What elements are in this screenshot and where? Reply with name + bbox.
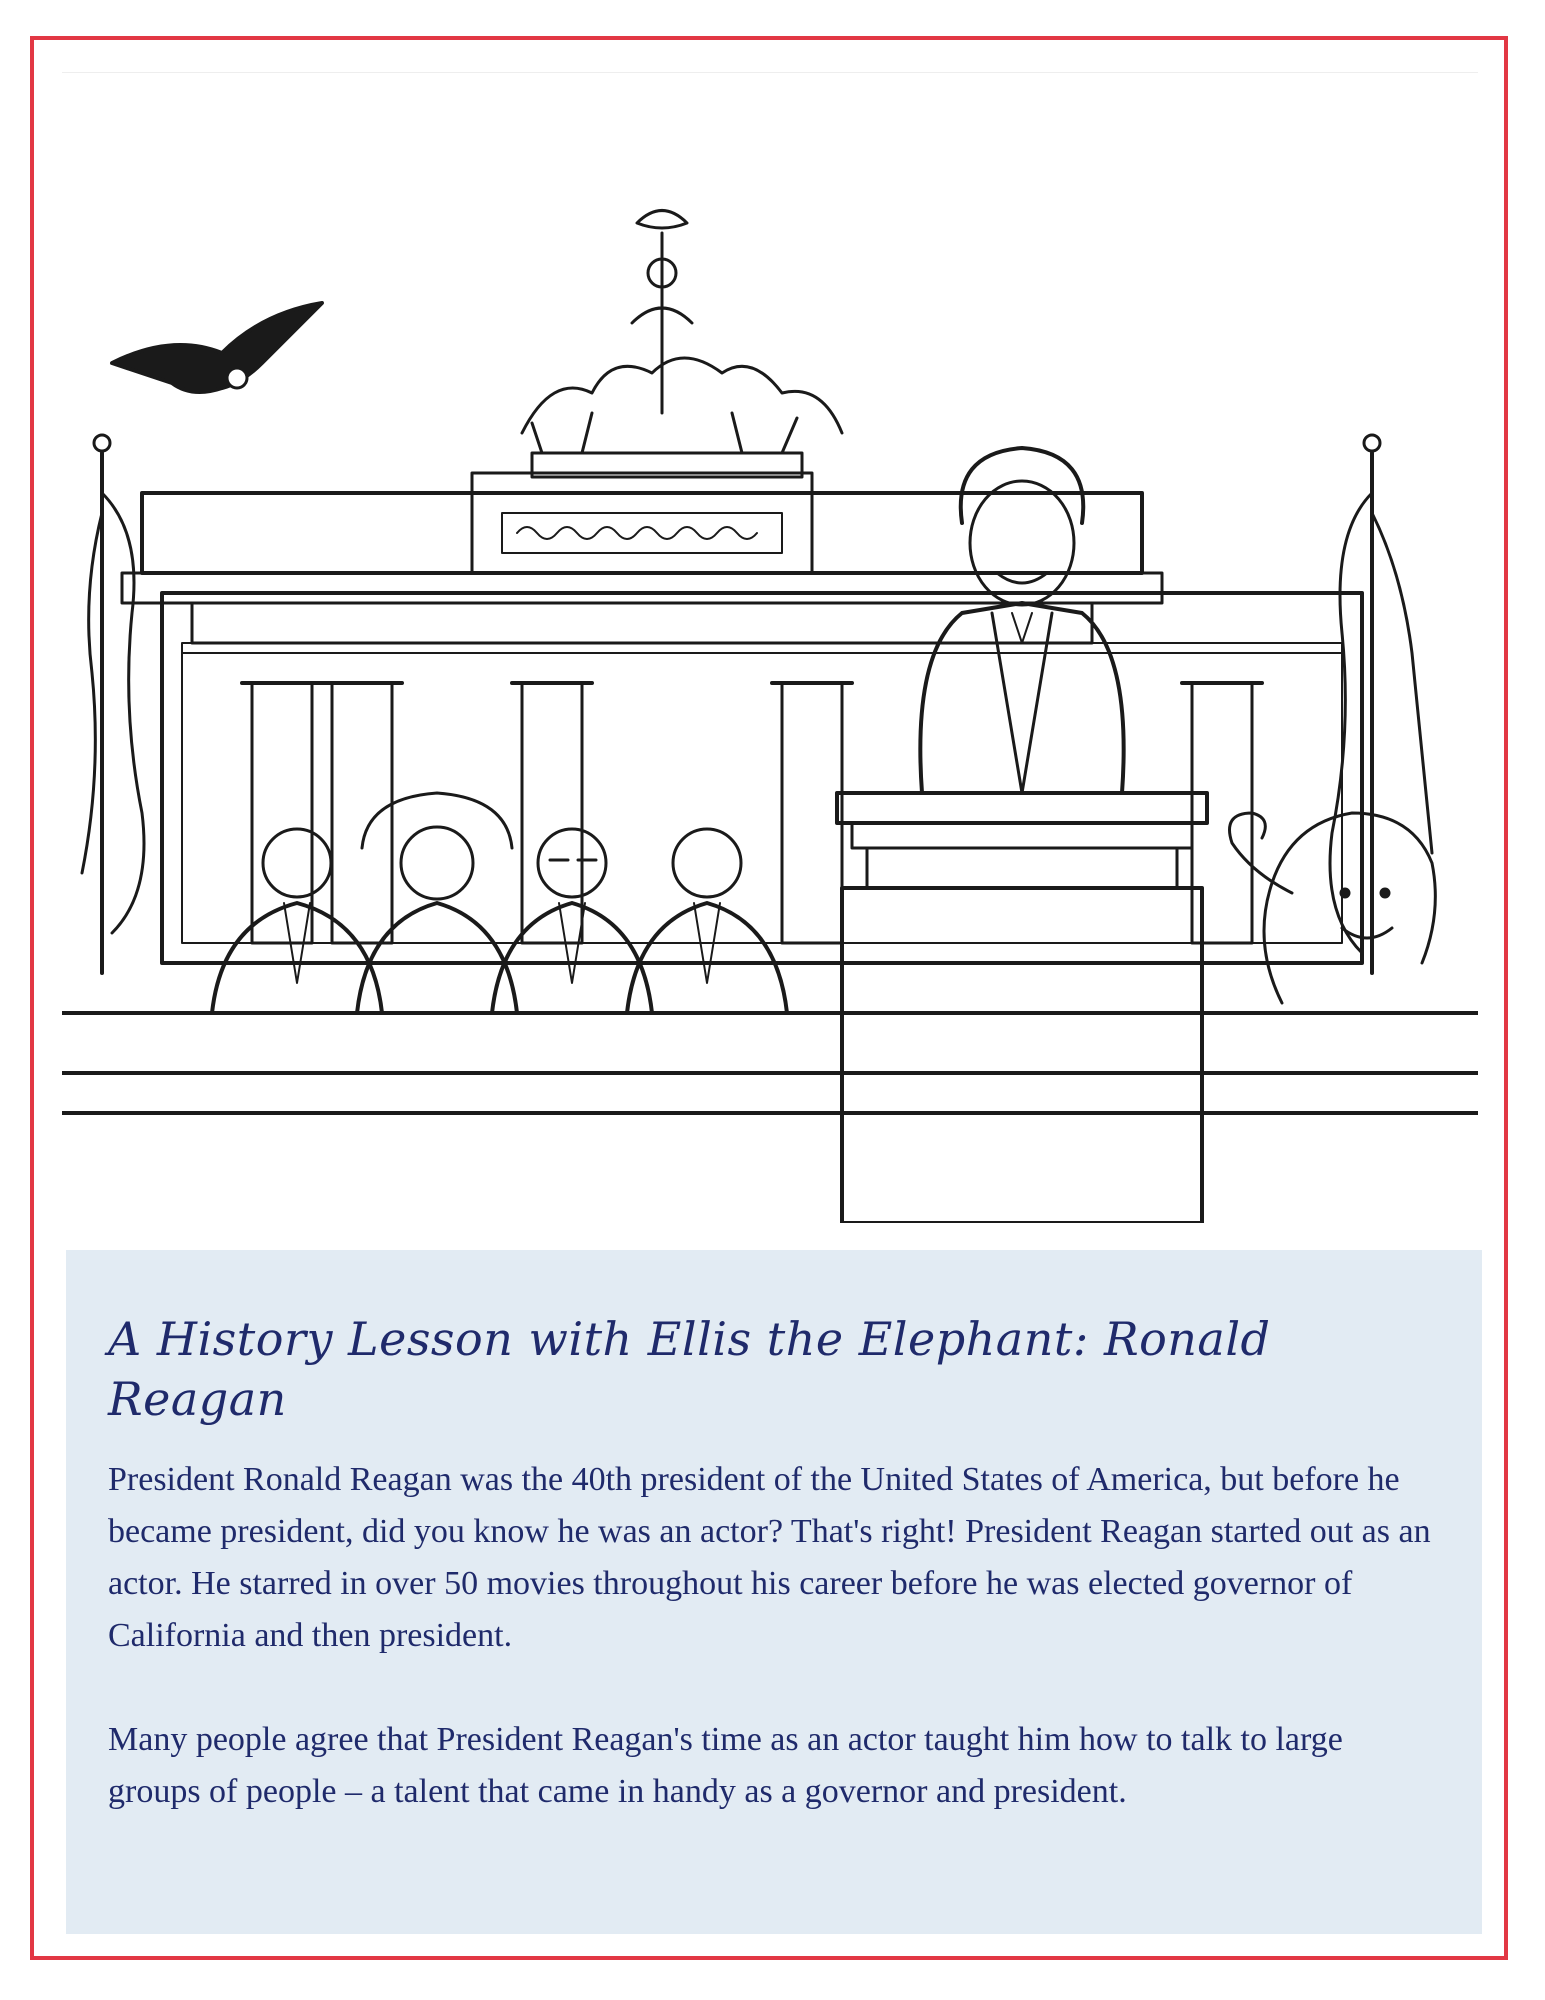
- flags: [82, 435, 1432, 973]
- eagle: [112, 303, 322, 392]
- lesson-panel: [66, 1250, 1482, 1934]
- lesson-title: A History Lesson with Ellis the Elephant: Ronald Reagan: [108, 1312, 1271, 1426]
- coloring-illustration: [62, 72, 1478, 1223]
- lesson-paragraph-1: President Ronald Reagan was the 40th president of the United States of America, but before he became president, did you know he was an actor? That's right! President Reagan started out as an actor. He starred in over 50 movies throughout his career before he was elected governor of California and then president.: [108, 1460, 1431, 1654]
- quadriga-statue: [522, 211, 842, 478]
- lesson-paragraph-2: Many people agree that President Reagan's time as an actor taught him how to talk to large groups of people – a talent that came in handy as a governor and president.: [108, 1720, 1343, 1810]
- audience-members: [212, 793, 787, 1013]
- front-wall: [62, 1013, 1478, 1113]
- podium: [837, 793, 1207, 1223]
